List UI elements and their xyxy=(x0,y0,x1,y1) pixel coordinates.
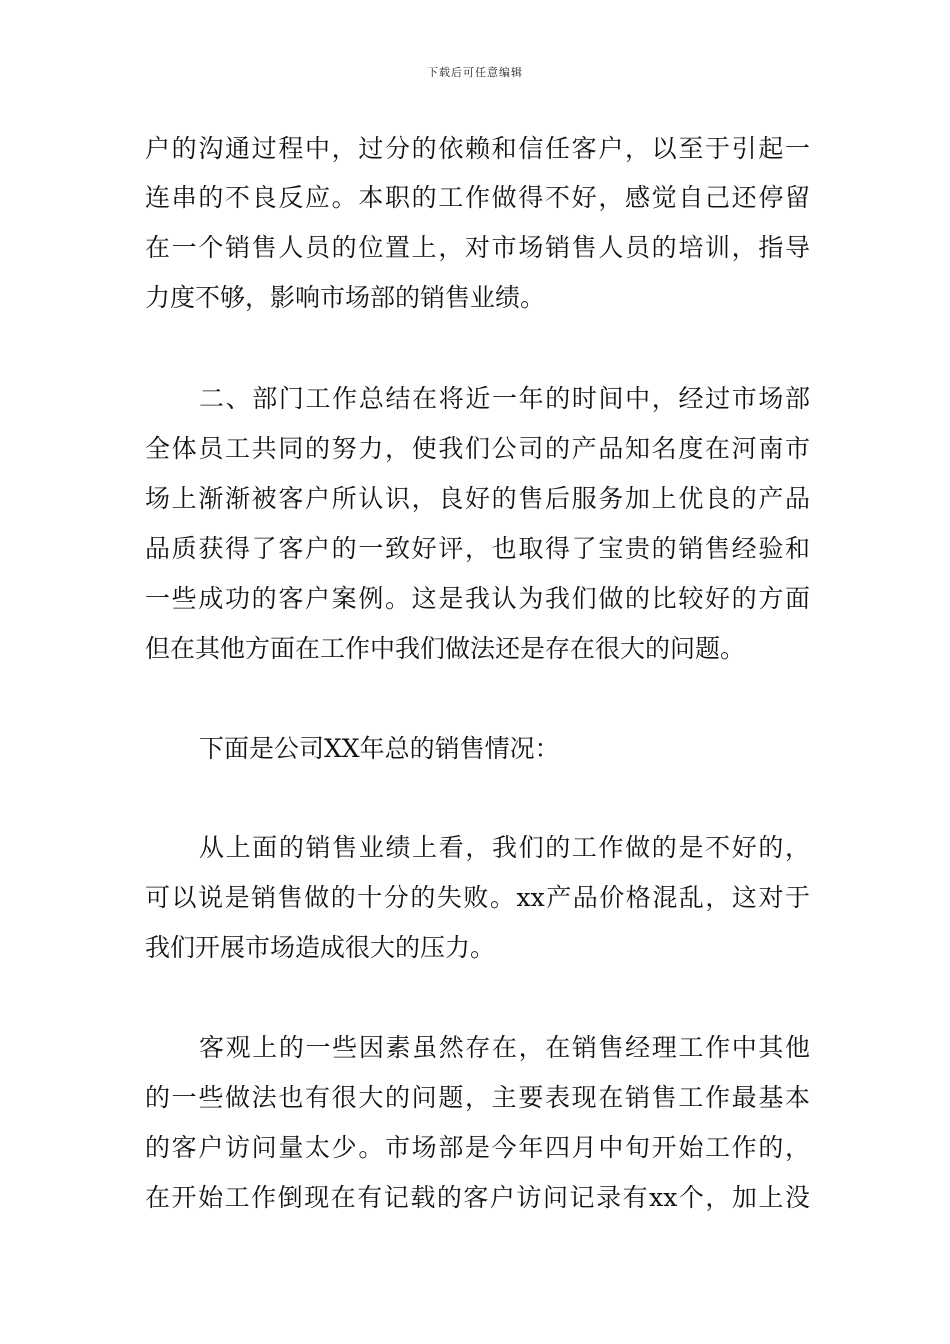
paragraph-2-line-4: 品质获得了客户的一致好评，也取得了宝贵的销售经验和 xyxy=(145,534,810,563)
paragraph-4-line-3: 我们开展市场造成很大的压力。 xyxy=(145,933,496,962)
paragraph-1-line-4: 力度不够，影响市场部的销售业绩。 xyxy=(145,283,546,312)
paragraph-1-line-2: 连串的不良反应。本职的工作做得不好，感觉自己还停留 xyxy=(145,183,810,212)
paragraph-4-line-1: 从上面的销售业绩上看，我们的工作做的是不好的， xyxy=(199,833,810,862)
paragraph-5-line-4: 在开始工作倒现在有记载的客户访问记录有xx个，加上没 xyxy=(145,1183,810,1212)
paragraph-2-line-5: 一些成功的客户案例。这是我认为我们做的比较好的方面 xyxy=(145,584,810,613)
paragraph-2-line-6: 但在其他方面在工作中我们做法还是存在很大的问题。 xyxy=(145,634,746,663)
paragraph-2-line-1: 二、部门工作总结在将近一年的时间中，经过市场部 xyxy=(199,384,810,413)
paragraph-2-line-3: 场上渐渐被客户所认识，良好的售后服务加上优良的产品 xyxy=(145,484,810,513)
paragraph-2-line-2: 全体员工共同的努力，使我们公司的产品知名度在河南市 xyxy=(145,434,810,463)
paragraph-5-line-1: 客观上的一些因素虽然存在，在销售经理工作中其他 xyxy=(199,1033,810,1062)
page-header: 下载后可任意编辑 xyxy=(427,66,523,79)
paragraph-4-line-2: 可以说是销售做的十分的失败。xx产品价格混乱，这对于 xyxy=(145,883,810,912)
paragraph-1-line-3: 在一个销售人员的位置上，对市场销售人员的培训，指导 xyxy=(145,233,810,262)
paragraph-3-line-1: 下面是公司XX年总的销售情况： xyxy=(199,734,560,763)
paragraph-5-line-2: 的一些做法也有很大的问题，主要表现在销售工作最基本 xyxy=(145,1083,810,1112)
paragraph-5-line-3: 的客户访问量太少。市场部是今年四月中旬开始工作的， xyxy=(145,1133,810,1162)
paragraph-1-line-1: 户的沟通过程中，过分的依赖和信任客户，以至于引起一 xyxy=(145,134,810,163)
